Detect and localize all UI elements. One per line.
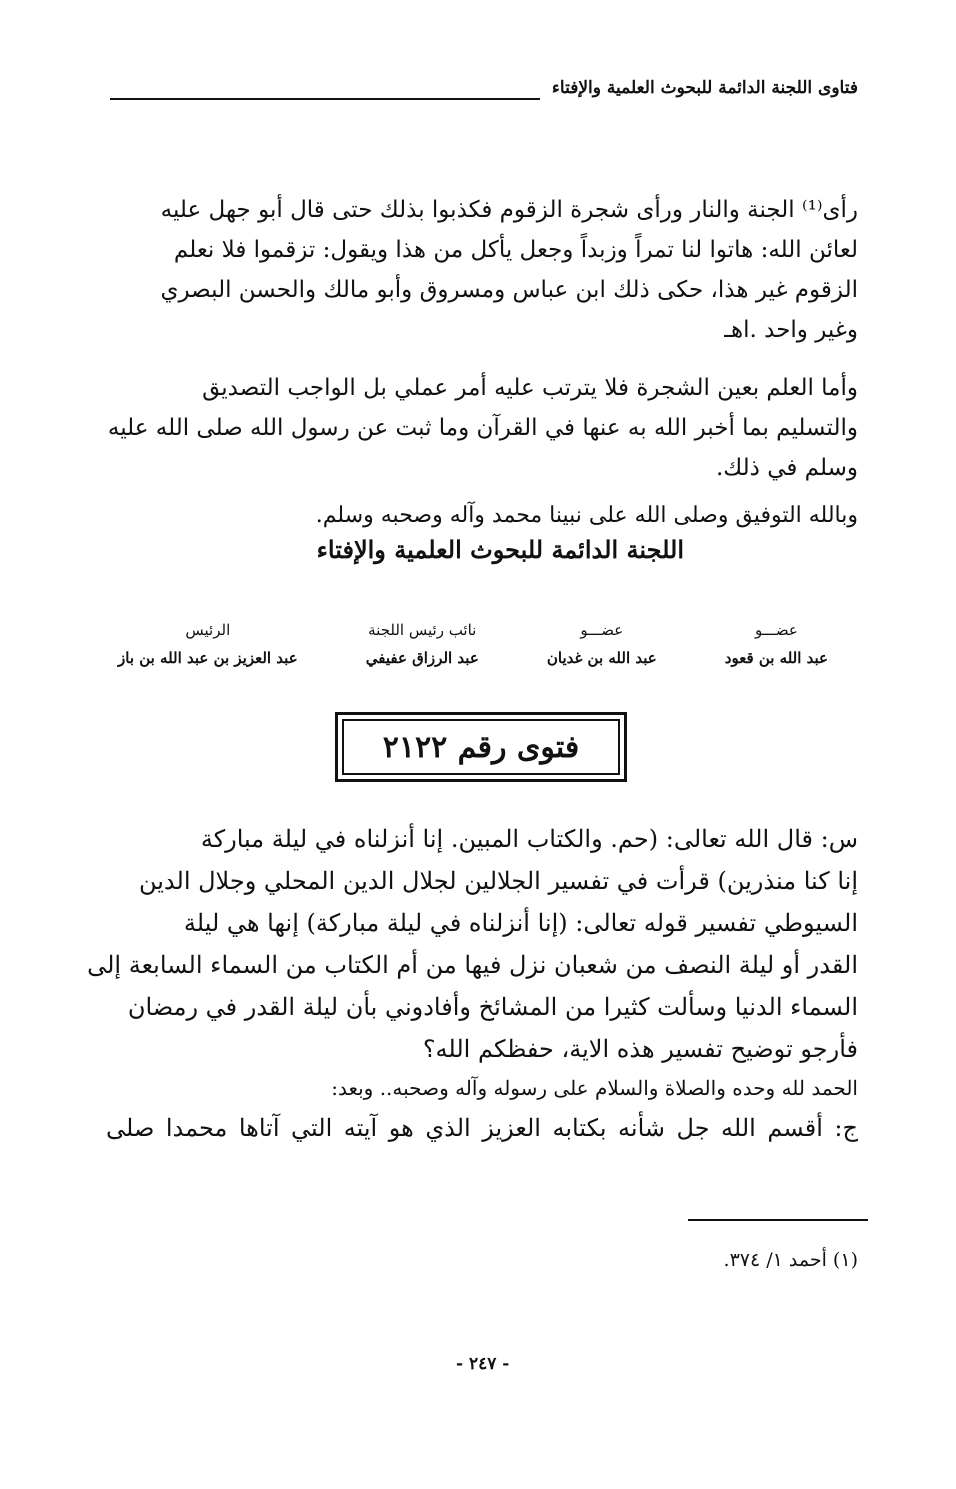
text-line: وغير واحد .اهـ xyxy=(724,317,858,343)
text-line: والتسليم بما أخبر الله به عنها في القرآن وما ثبت عن رسول الله صلى الله عليه xyxy=(107,415,858,441)
text-line: الزقوم غير هذا، حكى ذلك ابن عباس ومسروق وأبو مالك والحسن البصري xyxy=(160,277,858,303)
signature-title: عضـــو xyxy=(754,621,798,639)
text-line: وأما العلم بعين الشجرة فلا يترتب عليه أمر عملي بل الواجب التصديق xyxy=(202,375,858,401)
text-line: فأرجو توضيح تفسير هذه الاية، حفظكم الله؟ xyxy=(422,1035,858,1063)
signature-name: عبد الله بن قعود xyxy=(724,649,828,667)
signature-chairman xyxy=(118,616,298,672)
signature-vice-chairman xyxy=(366,616,479,672)
text-line: إنا كنا منذرين) قرأت في تفسير الجلالين لجلال الدين المحلي وجلال الدين xyxy=(138,867,858,895)
fatwa-heading-box xyxy=(335,712,627,782)
question-paragraph xyxy=(87,818,858,1070)
footnote-rule xyxy=(688,1219,868,1221)
text-line: لعائن الله: هاتوا لنا تمراً وزبداً وجعل يأكل من هذا ويقول: تزقموا فلا نعلم xyxy=(173,237,858,263)
footnote: (١) أحمد ١/ ٣٧٤. xyxy=(723,1249,858,1271)
signature-name: عبد الرزاق عفيفي xyxy=(365,649,479,667)
signature-member-1 xyxy=(725,616,828,672)
fatwa-heading: فتوى رقم ٢١٢٢ xyxy=(342,719,620,775)
text-line: رأى⁽¹⁾ الجنة والنار ورأى شجرة الزقوم فكذبوا بذلك حتى قال أبو جهل عليه xyxy=(160,197,858,223)
text-line: س: قال الله تعالى: (حم. والكتاب المبين. إنا أنزلناه في ليلة مباركة xyxy=(200,825,858,853)
signature-title: الرئيس xyxy=(185,621,231,639)
page-number: - ٢٤٧ - xyxy=(456,1354,510,1374)
signature-title: عضـــو xyxy=(580,621,624,639)
text-line: السيوطي تفسير قوله تعالى: (إنا أنزلناه في ليلة مباركة) إنها هي ليلة xyxy=(183,909,858,937)
signature-title: نائب رئيس اللجنة xyxy=(368,621,477,639)
closing-formula: وبالله التوفيق وصلى الله على نبينا محمد وآله وصحبه وسلم. xyxy=(315,503,858,528)
answer-opening: الحمد لله وحده والصلاة والسلام على رسوله وآله وصحبه.. وبعد: xyxy=(331,1076,858,1100)
answer-first-line: ج: أقسم الله جل شأنه بكتابه العزيز الذي هو آيته التي آتاها محمدا صلى xyxy=(106,1114,858,1142)
previous-answer-second-paragraph xyxy=(106,368,858,488)
text-line: وسلم في ذلك. xyxy=(715,455,858,481)
signature-name: عبد الله بن غديان xyxy=(546,649,657,667)
header-rule xyxy=(110,98,540,100)
signature-member-2 xyxy=(547,616,657,672)
signatures-row xyxy=(118,616,828,672)
committee-name: اللجنة الدائمة للبحوث العلمية والإفتاء xyxy=(316,535,684,564)
signature-name: عبد العزيز بن عبد الله بن باز xyxy=(118,649,298,667)
text-line: القدر أو ليلة النصف من شعبان نزل فيها من أم الكتاب من السماء السابعة إلى xyxy=(87,951,858,979)
text-line: السماء الدنيا وسألت كثيرا من المشائخ وأفادوني بأن ليلة القدر في رمضان xyxy=(127,993,858,1021)
running-header: فتاوى اللجنة الدائمة للبحوث العلمية والإفتاء xyxy=(551,78,858,98)
previous-answer-paragraph xyxy=(106,190,858,350)
